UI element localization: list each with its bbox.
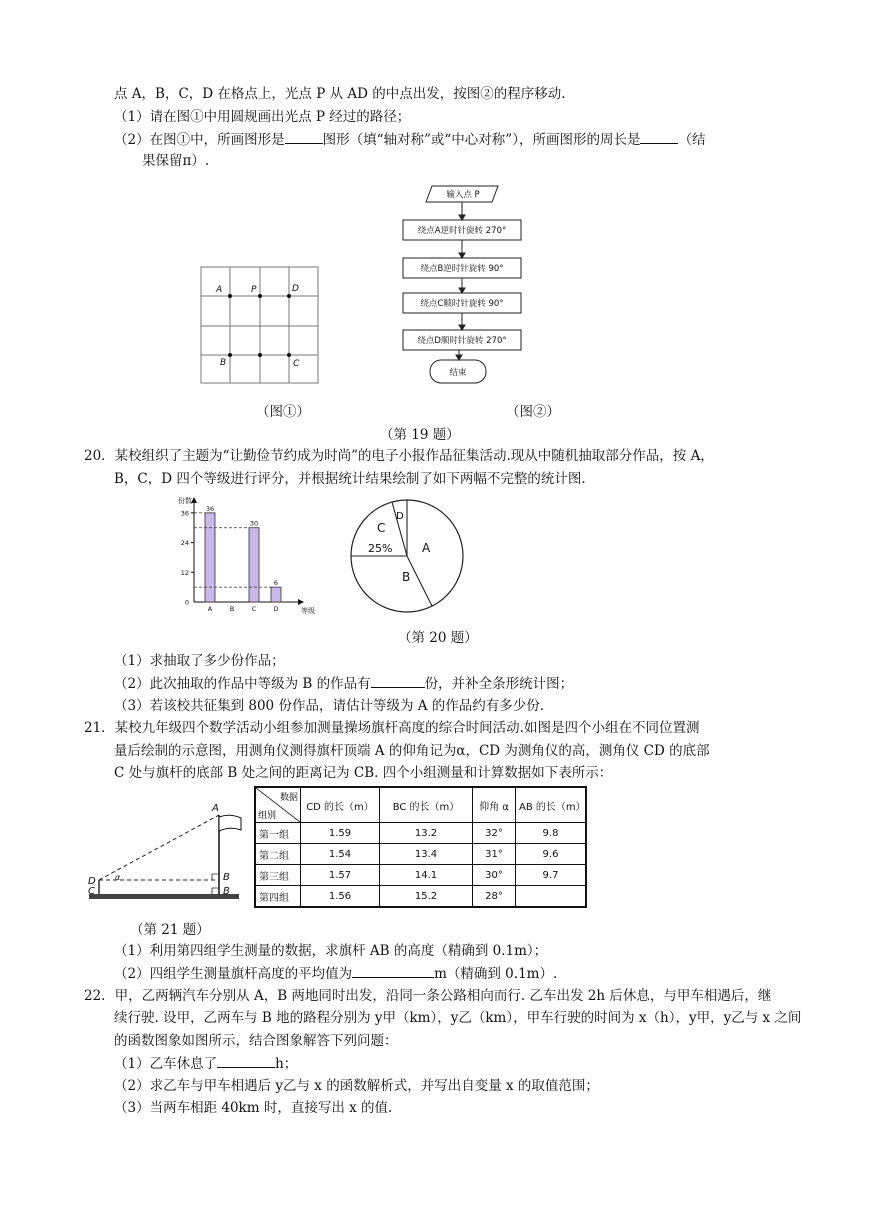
flag	[219, 815, 241, 831]
x-axis-title: 等级	[301, 607, 315, 615]
label-c: C	[293, 359, 300, 369]
q22-sub1-part-a: （1）乙车休息了	[114, 1056, 218, 1072]
q21-sub2-part-a: （2）四组学生测量旗杆高度的平均值为	[114, 966, 353, 982]
label-d: D	[88, 876, 96, 887]
label-c: C	[88, 886, 95, 897]
point-p	[258, 294, 262, 298]
flow-input-text: 输入点 P	[446, 190, 480, 200]
q19-sub2-part-a: （2）在图①中，所画图形是	[114, 132, 285, 148]
q22-line3: 的函数图象如图所示，结合图象解答下列问题：	[114, 1033, 398, 1049]
table-row	[255, 886, 586, 908]
table-cell: 13.4	[380, 844, 473, 865]
q20-sub1: （1）求抽取了多少份作品；	[114, 653, 285, 669]
x-tick-label: D	[273, 605, 279, 613]
flow-step3-text: 绕点C顺时针旋转 90°	[420, 299, 504, 309]
pie-label-c: C	[377, 521, 386, 535]
flow-end-text: 结束	[449, 368, 467, 378]
table-header-cell: BC 的长（m）	[380, 787, 473, 823]
q20-bar-chart	[166, 494, 336, 620]
q19-sub2-part-b: 图形（填“轴对称”或“中心对称”），所画图形的周长是	[322, 132, 641, 148]
q20-sub2-part-b: 份，并补全条形统计图；	[424, 676, 574, 692]
q21-data-table	[254, 786, 587, 908]
table-cell: 31°	[473, 844, 516, 865]
q21-sub2-part-b: m（精确到 0.1m）.	[434, 966, 558, 982]
q21-line3: C 处与旗杆的底部 B 处之间的距离记为 CB. 四个小组测量和计算数据如下表所示：	[114, 765, 613, 781]
x-tick-label: A	[207, 605, 213, 613]
q19-sub1: （1）请在图①中用圆规画出光点 P 经过的路径；	[114, 109, 411, 125]
table-header-cell: AB 的长（m）	[516, 787, 587, 823]
label-a: A	[212, 803, 219, 814]
q20-sub3: （3）若该校共征集到 800 份作品，请估计等级为 A 的作品约有多少份.	[114, 698, 545, 714]
table-cell: 9.7	[516, 865, 587, 886]
table-corner-cell	[255, 787, 301, 823]
fig2-caption: （图②）	[506, 404, 560, 420]
answer-blank	[217, 1053, 275, 1068]
right-angle-mark	[212, 874, 219, 880]
answer-blank	[640, 129, 678, 144]
point-b	[228, 353, 232, 357]
q22-sub3: （3）当两车相距 40km 时，直接写出 x 的值.	[114, 1100, 393, 1116]
q19-flowchart	[396, 182, 536, 388]
corner-label-data: 数据	[280, 793, 299, 803]
table-cell: 第四组	[255, 886, 301, 908]
q21-flagpole-figure	[84, 800, 244, 904]
bar-a	[205, 513, 215, 602]
q22-sub2: （2）求乙车与甲车相遇后 y乙与 x 的函数解析式，并写出自变量 x 的取值范围；	[114, 1078, 599, 1094]
x-tick-label: C	[251, 605, 257, 613]
table-row	[255, 823, 586, 844]
table-cell: 1.57	[301, 865, 380, 886]
q20-pie-chart	[348, 496, 468, 616]
ground	[89, 894, 239, 899]
table-cell: 15.2	[380, 886, 473, 908]
q21-line1: 21．某校九年级四个数学活动小组参加测量操场旗杆高度的综合时间活动.如图是四个小组在不同位置测	[84, 720, 700, 736]
point-mid	[258, 353, 262, 357]
q19-grid-figure	[198, 264, 322, 386]
bar-data-label: 36	[205, 504, 215, 513]
flow-step1-text: 绕点A逆时针旋转 270°	[417, 226, 507, 236]
q19-sub2	[114, 129, 705, 150]
q22-sub1	[114, 1053, 297, 1074]
q20-sub2	[114, 673, 573, 694]
table-cell: 1.59	[301, 823, 380, 844]
table-header-row	[255, 787, 586, 823]
table-row	[255, 865, 586, 886]
q20-sub2-part-a: （2）此次抽取的作品中等级为 B 的作品有	[114, 676, 371, 692]
q19-sub2-part-c: （结	[678, 132, 706, 148]
label-p: P	[251, 285, 257, 295]
label-b: B	[223, 872, 230, 883]
table-cell: 30°	[473, 865, 516, 886]
y-tick-label: 36	[180, 509, 189, 518]
table-cell: 第一组	[255, 823, 301, 844]
table-cell: 14.1	[380, 865, 473, 886]
q20-caption: （第 20 题）	[398, 630, 478, 646]
q22-line1: 22．甲，乙两辆汽车分别从 A，B 两地同时出发，沿同一条公路相向而行. 乙车出发 2h 后休息，与甲车相遇后，继	[84, 988, 772, 1004]
q21-caption: （第 21 题）	[130, 922, 210, 938]
table-cell: 第三组	[255, 865, 301, 886]
table-row	[255, 844, 586, 865]
label-b: B	[220, 358, 227, 368]
pie-label-c-percent: 25%	[368, 542, 393, 555]
point-c	[287, 353, 291, 357]
right-angle-mark	[212, 888, 219, 894]
pie-label-d: D	[396, 511, 404, 522]
label-d: D	[292, 284, 299, 294]
table-cell	[516, 886, 587, 908]
q20-line2: B，C，D 四个等级进行评分，并根据统计结果绘制了如下两幅不完整的统计图.	[114, 471, 586, 487]
q19-intro: 点 A，B，C，D 在格点上，光点 P 从 AD 的中点出发，按图②的程序移动.	[114, 86, 566, 102]
table-cell: 1.56	[301, 886, 380, 908]
y-axis-title: 份数	[178, 497, 192, 505]
label-b: B	[223, 886, 230, 897]
q20-line1: 20．某校组织了主题为“让勤俭节约成为时尚”的电子小报作品征集活动.现从中随机抽取部分作品，按 A，	[84, 448, 714, 464]
q19-caption: （第 19 题）	[380, 427, 460, 443]
flow-step4-text: 绕点D顺时针旋转 270°	[417, 336, 507, 346]
pie-label-a: A	[422, 541, 431, 555]
label-alpha: α	[115, 873, 121, 882]
label-a: A	[216, 285, 223, 295]
x-axis-arrow	[298, 599, 304, 605]
point-d	[287, 294, 291, 298]
y-tick-label: 0	[184, 598, 189, 607]
q22-line2: 续行驶. 设甲，乙两车与 B 地的路程分别为 y甲（km），y乙（km），甲车行驶的时间为 x（h），y甲，y乙与 x 之间	[114, 1010, 802, 1026]
q22-sub1-part-b: h；	[275, 1056, 298, 1072]
bar-d	[271, 587, 281, 602]
corner-label-group: 组别	[258, 811, 277, 821]
q19-sub2-cont: 果保留π）.	[142, 153, 210, 169]
sight-line	[99, 815, 219, 880]
answer-blank	[352, 963, 434, 978]
table-header-cell: 仰角 α	[473, 787, 516, 823]
table-header-cell: CD 的长（m）	[301, 787, 380, 823]
table-cell: 13.2	[380, 823, 473, 844]
table-cell: 9.8	[516, 823, 587, 844]
bar-c	[249, 528, 259, 602]
q21-sub2	[114, 963, 557, 984]
x-tick-label: B	[229, 605, 235, 613]
fig1-caption: （图①）	[256, 404, 310, 420]
table-cell: 9.6	[516, 844, 587, 865]
q21-line2: 量后绘制的示意图，用测角仪测得旗杆顶端 A 的仰角记为α，CD 为测角仪的高，测角仪 CD 的底部	[114, 743, 710, 759]
pie-label-b: B	[402, 570, 411, 584]
y-tick-label: 24	[180, 539, 189, 548]
table-cell: 1.54	[301, 844, 380, 865]
table-cell: 28°	[473, 886, 516, 908]
table-cell: 32°	[473, 823, 516, 844]
answer-blank	[285, 129, 323, 144]
point-a	[228, 294, 232, 298]
bar-data-label: 30	[249, 519, 259, 528]
bar-data-label: 6	[273, 579, 279, 588]
y-tick-label: 12	[180, 568, 189, 577]
q21-sub1: （1）利用第四组学生测量的数据，求旗杆 AB 的高度（精确到 0.1m）；	[114, 943, 548, 959]
answer-blank	[371, 673, 425, 688]
table-cell: 第二组	[255, 844, 301, 865]
flow-step2-text: 绕点B逆时针旋转 90°	[420, 264, 504, 274]
